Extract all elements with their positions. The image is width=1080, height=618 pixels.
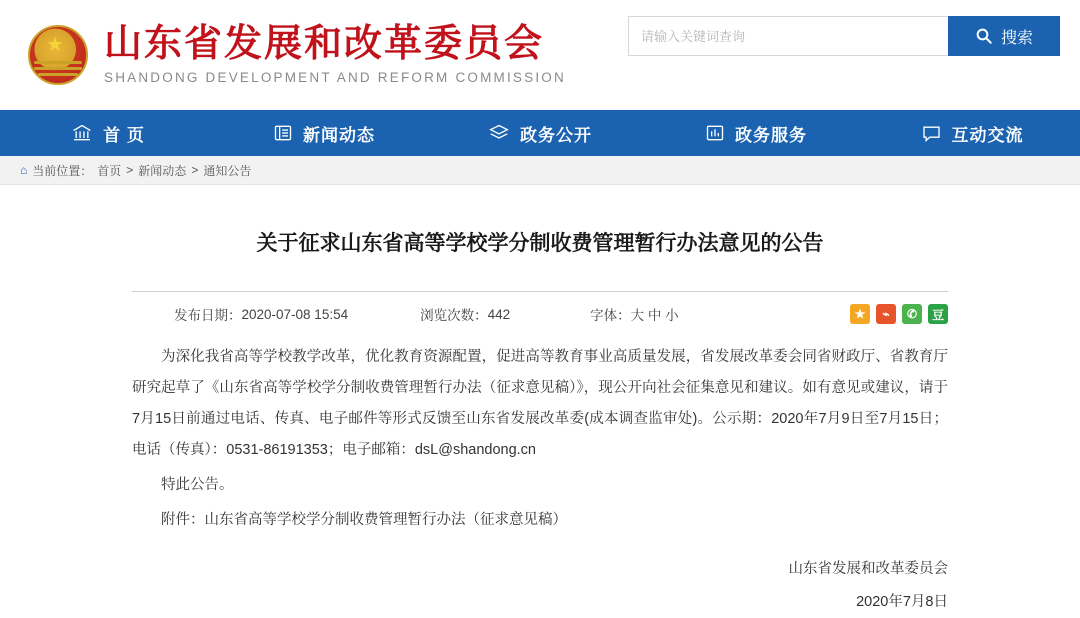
nav-label-affairs-service: 政务服务	[735, 125, 807, 145]
signature-org: 山东省发展和改革委员会	[788, 561, 948, 577]
nav-label-interaction: 互动交流	[951, 125, 1024, 145]
nav-item-interaction[interactable]	[864, 110, 1080, 156]
search-input[interactable]	[628, 16, 948, 56]
favorite-share-icon[interactable]: ★	[850, 304, 870, 324]
site-title-cn: 山东省发展和改革委员会	[104, 23, 545, 65]
nav-label-news: 新闻动态	[303, 125, 375, 145]
nav-item-home[interactable]	[0, 110, 216, 156]
article-body	[132, 342, 948, 536]
breadcrumb-separator-2: >	[191, 163, 199, 177]
article-meta	[132, 292, 948, 336]
news-icon	[273, 123, 293, 143]
breadcrumb-item-notice[interactable]: 通知公告	[203, 163, 252, 178]
article	[0, 229, 1080, 618]
article-paragraph: 特此公告。	[161, 477, 234, 493]
breadcrumb-separator-1: >	[126, 163, 134, 177]
douban-share-icon[interactable]: 豆	[928, 304, 948, 324]
views-value: 442	[487, 306, 511, 322]
search-button[interactable]	[948, 16, 1060, 56]
nav-item-affairs-service[interactable]	[648, 110, 864, 156]
home-icon: ⌂	[20, 163, 28, 177]
breadcrumb-item-news[interactable]: 新闻动态	[138, 163, 187, 178]
article-paragraph: 为深化我省高等学校教学改革，优化教育资源配置，促进高等教育事业高质量发展，省发展改革委会同省财政厅、省教育厅研究起草了《山东省高等学校学分制收费管理暂行办法（征求意见稿）》，现公开向社会征集意见和建议。如有意见或建议，请于7月15日前通过电话、传真、电子邮件等形式反馈至山东省发展改革委(成本调查监审处)。公示期：2020年7月9日至7月15日；电话（传真）：0531-86191353；电子邮箱：dsL@shandong.cn	[132, 349, 948, 458]
nav-item-news[interactable]	[216, 110, 432, 156]
breadcrumb-item-home[interactable]: 首页	[97, 163, 122, 178]
chat-icon	[921, 123, 942, 143]
share-bar	[850, 304, 948, 324]
national-emblem-icon: ★	[24, 21, 92, 89]
site-title-block	[104, 22, 566, 88]
font-size-label: 字体：	[590, 308, 631, 323]
rss-share-icon[interactable]: ⌁	[876, 304, 896, 324]
views-label: 浏览次数：	[420, 308, 488, 323]
search-bar	[628, 16, 1060, 56]
main-nav	[0, 110, 1080, 156]
nav-label-affairs-open: 政务公开	[520, 125, 592, 145]
layers-icon	[488, 123, 510, 143]
nav-label-home: 首 页	[103, 125, 145, 145]
chart-icon	[705, 123, 725, 143]
site-header	[0, 0, 1080, 110]
nav-item-affairs-open[interactable]	[432, 110, 648, 156]
publish-date-label: 发布日期：	[174, 308, 242, 323]
breadcrumb-prefix: 当前位置：	[32, 163, 93, 178]
site-title-en: SHANDONG DEVELOPMENT AND REFORM COMMISSION	[104, 70, 566, 85]
page-title: 关于征求山东省高等学校学分制收费管理暂行办法意见的公告	[256, 232, 824, 255]
signature-date: 2020年7月8日	[856, 594, 948, 610]
bank-icon	[71, 123, 93, 143]
publish-date-value: 2020-07-08 15:54	[241, 306, 349, 322]
breadcrumb	[0, 156, 1080, 185]
article-attachment[interactable]: 附件：山东省高等学校学分制收费管理暂行办法（征求意见稿）	[161, 512, 567, 528]
font-size-options[interactable]: 大 中 小	[630, 308, 679, 323]
wechat-share-icon[interactable]: ✆	[902, 304, 922, 324]
article-signature-block	[132, 554, 948, 618]
search-icon	[975, 27, 993, 45]
search-button-label: 搜索	[1000, 29, 1033, 47]
